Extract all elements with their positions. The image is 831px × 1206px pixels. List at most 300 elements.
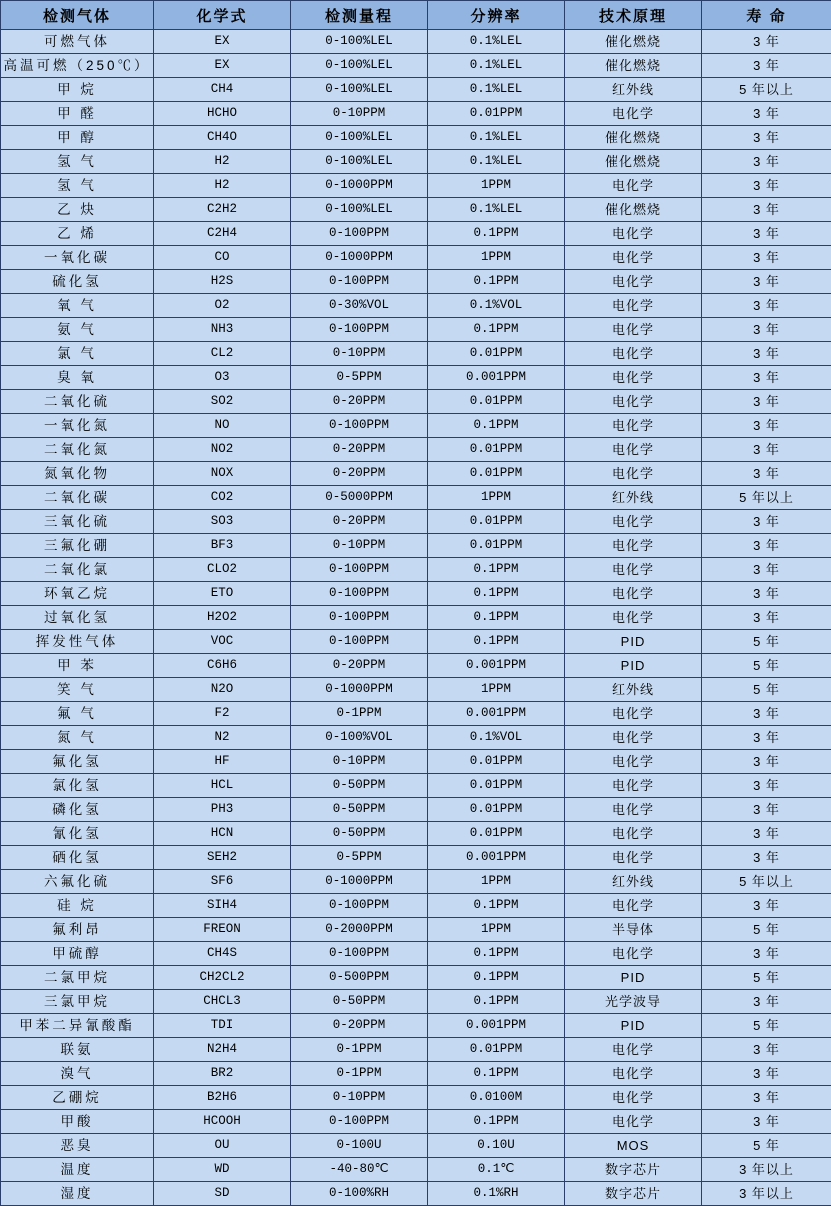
cell-range: 0-1000PPM <box>291 246 428 270</box>
cell-range: 0-20PPM <box>291 654 428 678</box>
cell-formula: SIH4 <box>154 894 291 918</box>
cell-range: 0-5PPM <box>291 846 428 870</box>
cell-gas-name: 硒化氢 <box>1 846 154 870</box>
cell-gas-name: 氯化氢 <box>1 774 154 798</box>
cell-life: 3 年 <box>702 558 831 582</box>
cell-resolution: 0.01PPM <box>428 1038 565 1062</box>
cell-gas-name: 三氯甲烷 <box>1 990 154 1014</box>
table-row <box>1 222 831 246</box>
cell-principle: 数字芯片 <box>565 1158 702 1182</box>
cell-principle: 催化燃烧 <box>565 54 702 78</box>
cell-principle: 电化学 <box>565 846 702 870</box>
cell-gas-name: 湿度 <box>1 1182 154 1206</box>
table-row <box>1 174 831 198</box>
cell-life: 3 年 <box>702 342 831 366</box>
cell-resolution: 0.1PPM <box>428 630 565 654</box>
table-row <box>1 246 831 270</box>
cell-formula: CO <box>154 246 291 270</box>
cell-life: 3 年 <box>702 1038 831 1062</box>
table-row <box>1 678 831 702</box>
cell-life: 5 年 <box>702 966 831 990</box>
cell-gas-name: 恶臭 <box>1 1134 154 1158</box>
cell-principle: PID <box>565 966 702 990</box>
cell-principle: 电化学 <box>565 1110 702 1134</box>
cell-range: 0-100%LEL <box>291 30 428 54</box>
table-row <box>1 54 831 78</box>
cell-resolution: 0.1%LEL <box>428 126 565 150</box>
cell-range: 0-20PPM <box>291 390 428 414</box>
cell-formula: NO2 <box>154 438 291 462</box>
cell-range: 0-1000PPM <box>291 174 428 198</box>
cell-life: 3 年 <box>702 942 831 966</box>
cell-life: 3 年 <box>702 462 831 486</box>
cell-gas-name: 氢 气 <box>1 174 154 198</box>
cell-range: 0-50PPM <box>291 990 428 1014</box>
cell-principle: 电化学 <box>565 822 702 846</box>
cell-resolution: 0.1PPM <box>428 318 565 342</box>
table-header <box>1 1 831 30</box>
cell-formula: EX <box>154 30 291 54</box>
cell-resolution: 0.01PPM <box>428 462 565 486</box>
cell-formula: CLO2 <box>154 558 291 582</box>
cell-life: 3 年 <box>702 774 831 798</box>
cell-resolution: 0.01PPM <box>428 534 565 558</box>
table-row <box>1 966 831 990</box>
table-row <box>1 726 831 750</box>
cell-principle: PID <box>565 1014 702 1038</box>
cell-principle: MOS <box>565 1134 702 1158</box>
table-row <box>1 270 831 294</box>
cell-resolution: 0.1PPM <box>428 558 565 582</box>
cell-principle: PID <box>565 654 702 678</box>
cell-gas-name: 三氟化硼 <box>1 534 154 558</box>
cell-gas-name: 乙 炔 <box>1 198 154 222</box>
cell-resolution: 0.1PPM <box>428 990 565 1014</box>
cell-life: 3 年 <box>702 438 831 462</box>
cell-life: 5 年以上 <box>702 78 831 102</box>
cell-principle: 红外线 <box>565 678 702 702</box>
cell-formula: WD <box>154 1158 291 1182</box>
cell-resolution: 0.1%LEL <box>428 198 565 222</box>
column-header-resolution: 分辨率 <box>428 1 565 30</box>
cell-resolution: 0.1%RH <box>428 1182 565 1206</box>
cell-life: 3 年 <box>702 702 831 726</box>
cell-range: 0-1000PPM <box>291 870 428 894</box>
table-row <box>1 1182 831 1206</box>
cell-gas-name: 一氧化氮 <box>1 414 154 438</box>
cell-life: 5 年 <box>702 678 831 702</box>
cell-range: 0-100PPM <box>291 630 428 654</box>
cell-principle: 电化学 <box>565 582 702 606</box>
cell-range: 0-100%RH <box>291 1182 428 1206</box>
cell-resolution: 1PPM <box>428 870 565 894</box>
cell-resolution: 0.01PPM <box>428 342 565 366</box>
table-header-row <box>1 1 831 30</box>
table-row <box>1 630 831 654</box>
table-row <box>1 942 831 966</box>
cell-resolution: 0.1%LEL <box>428 78 565 102</box>
cell-range: -40-80℃ <box>291 1158 428 1182</box>
table-row <box>1 30 831 54</box>
cell-gas-name: 笑 气 <box>1 678 154 702</box>
cell-resolution: 0.1℃ <box>428 1158 565 1182</box>
table-row <box>1 774 831 798</box>
cell-formula: CO2 <box>154 486 291 510</box>
cell-resolution: 0.01PPM <box>428 750 565 774</box>
cell-range: 0-5PPM <box>291 366 428 390</box>
cell-resolution: 0.0100M <box>428 1086 565 1110</box>
cell-life: 3 年 <box>702 102 831 126</box>
table-row <box>1 150 831 174</box>
cell-principle: 电化学 <box>565 774 702 798</box>
cell-range: 0-20PPM <box>291 462 428 486</box>
cell-life: 3 年以上 <box>702 1182 831 1206</box>
cell-range: 0-10PPM <box>291 1086 428 1110</box>
cell-formula: B2H6 <box>154 1086 291 1110</box>
cell-resolution: 0.1%VOL <box>428 726 565 750</box>
cell-formula: H2S <box>154 270 291 294</box>
cell-principle: 电化学 <box>565 318 702 342</box>
cell-principle: 电化学 <box>565 1086 702 1110</box>
cell-range: 0-30%VOL <box>291 294 428 318</box>
cell-gas-name: 氨 气 <box>1 318 154 342</box>
cell-resolution: 0.1%VOL <box>428 294 565 318</box>
cell-formula: CH2CL2 <box>154 966 291 990</box>
cell-gas-name: 过氧化氢 <box>1 606 154 630</box>
cell-life: 3 年 <box>702 30 831 54</box>
cell-resolution: 0.1%LEL <box>428 30 565 54</box>
cell-gas-name: 三氧化硫 <box>1 510 154 534</box>
cell-resolution: 0.1PPM <box>428 270 565 294</box>
table-row <box>1 1134 831 1158</box>
table-body <box>1 30 831 1206</box>
cell-gas-name: 甲硫醇 <box>1 942 154 966</box>
cell-formula: CH4O <box>154 126 291 150</box>
cell-range: 0-1PPM <box>291 702 428 726</box>
cell-principle: 电化学 <box>565 174 702 198</box>
cell-resolution: 0.1PPM <box>428 942 565 966</box>
table-row <box>1 870 831 894</box>
cell-gas-name: 联氨 <box>1 1038 154 1062</box>
cell-principle: 电化学 <box>565 366 702 390</box>
cell-principle: 电化学 <box>565 270 702 294</box>
cell-resolution: 0.01PPM <box>428 390 565 414</box>
cell-life: 3 年 <box>702 726 831 750</box>
cell-life: 3 年 <box>702 198 831 222</box>
column-header-gas: 检测气体 <box>1 1 154 30</box>
cell-range: 0-100%LEL <box>291 54 428 78</box>
cell-formula: H2 <box>154 150 291 174</box>
cell-range: 0-100PPM <box>291 318 428 342</box>
cell-gas-name: 二氧化氯 <box>1 558 154 582</box>
cell-resolution: 1PPM <box>428 918 565 942</box>
cell-resolution: 0.01PPM <box>428 798 565 822</box>
cell-formula: N2 <box>154 726 291 750</box>
cell-resolution: 1PPM <box>428 678 565 702</box>
cell-life: 3 年 <box>702 174 831 198</box>
cell-principle: 电化学 <box>565 726 702 750</box>
table-row <box>1 798 831 822</box>
cell-range: 0-100PPM <box>291 1110 428 1134</box>
cell-principle: 红外线 <box>565 78 702 102</box>
cell-range: 0-100PPM <box>291 222 428 246</box>
cell-resolution: 1PPM <box>428 246 565 270</box>
cell-gas-name: 二氧化氮 <box>1 438 154 462</box>
cell-range: 0-100%VOL <box>291 726 428 750</box>
cell-principle: 催化燃烧 <box>565 126 702 150</box>
table-row <box>1 414 831 438</box>
cell-resolution: 0.001PPM <box>428 846 565 870</box>
cell-resolution: 0.1PPM <box>428 414 565 438</box>
cell-formula: HCOOH <box>154 1110 291 1134</box>
cell-life: 3 年 <box>702 270 831 294</box>
cell-principle: 电化学 <box>565 702 702 726</box>
cell-gas-name: 甲苯二异氰酸酯 <box>1 1014 154 1038</box>
cell-gas-name: 溴气 <box>1 1062 154 1086</box>
table-row <box>1 510 831 534</box>
cell-resolution: 0.01PPM <box>428 510 565 534</box>
cell-range: 0-500PPM <box>291 966 428 990</box>
cell-gas-name: 甲 苯 <box>1 654 154 678</box>
table-row <box>1 1086 831 1110</box>
cell-formula: NOX <box>154 462 291 486</box>
cell-formula: NH3 <box>154 318 291 342</box>
table-row <box>1 1062 831 1086</box>
cell-gas-name: 甲 烷 <box>1 78 154 102</box>
table-row <box>1 990 831 1014</box>
table-row <box>1 1014 831 1038</box>
cell-principle: 电化学 <box>565 894 702 918</box>
cell-formula: TDI <box>154 1014 291 1038</box>
cell-life: 3 年以上 <box>702 1158 831 1182</box>
cell-formula: FREON <box>154 918 291 942</box>
cell-life: 3 年 <box>702 1110 831 1134</box>
cell-life: 3 年 <box>702 894 831 918</box>
table-row <box>1 822 831 846</box>
cell-formula: SO3 <box>154 510 291 534</box>
cell-gas-name: 氮氧化物 <box>1 462 154 486</box>
cell-principle: 电化学 <box>565 942 702 966</box>
cell-life: 3 年 <box>702 390 831 414</box>
table-row <box>1 342 831 366</box>
cell-gas-name: 可燃气体 <box>1 30 154 54</box>
cell-life: 5 年以上 <box>702 870 831 894</box>
cell-gas-name: 臭 氧 <box>1 366 154 390</box>
cell-formula: HF <box>154 750 291 774</box>
cell-formula: N2O <box>154 678 291 702</box>
cell-resolution: 1PPM <box>428 486 565 510</box>
cell-principle: 电化学 <box>565 510 702 534</box>
cell-life: 3 年 <box>702 150 831 174</box>
cell-range: 0-10PPM <box>291 750 428 774</box>
cell-resolution: 0.1PPM <box>428 582 565 606</box>
cell-life: 5 年 <box>702 1134 831 1158</box>
cell-gas-name: 六氟化硫 <box>1 870 154 894</box>
cell-principle: 电化学 <box>565 342 702 366</box>
cell-life: 5 年以上 <box>702 486 831 510</box>
cell-principle: 电化学 <box>565 798 702 822</box>
cell-resolution: 0.1PPM <box>428 222 565 246</box>
cell-life: 3 年 <box>702 750 831 774</box>
cell-formula: NO <box>154 414 291 438</box>
cell-resolution: 0.001PPM <box>428 1014 565 1038</box>
cell-range: 0-20PPM <box>291 438 428 462</box>
cell-formula: CH4 <box>154 78 291 102</box>
cell-formula: BR2 <box>154 1062 291 1086</box>
cell-life: 3 年 <box>702 582 831 606</box>
cell-resolution: 0.1PPM <box>428 894 565 918</box>
cell-life: 5 年 <box>702 1014 831 1038</box>
cell-principle: 电化学 <box>565 390 702 414</box>
table-row <box>1 750 831 774</box>
cell-range: 0-20PPM <box>291 510 428 534</box>
cell-gas-name: 乙硼烷 <box>1 1086 154 1110</box>
table-row <box>1 102 831 126</box>
table-row <box>1 126 831 150</box>
cell-gas-name: 硫化氢 <box>1 270 154 294</box>
cell-gas-name: 氟利昂 <box>1 918 154 942</box>
cell-range: 0-100%LEL <box>291 150 428 174</box>
cell-gas-name: 挥发性气体 <box>1 630 154 654</box>
table-row <box>1 390 831 414</box>
cell-life: 3 年 <box>702 606 831 630</box>
cell-life: 3 年 <box>702 126 831 150</box>
cell-range: 0-5000PPM <box>291 486 428 510</box>
table-row <box>1 1110 831 1134</box>
cell-life: 3 年 <box>702 222 831 246</box>
cell-range: 0-20PPM <box>291 1014 428 1038</box>
cell-formula: O3 <box>154 366 291 390</box>
cell-formula: PH3 <box>154 798 291 822</box>
cell-range: 0-10PPM <box>291 342 428 366</box>
table-row <box>1 294 831 318</box>
cell-formula: VOC <box>154 630 291 654</box>
cell-resolution: 0.01PPM <box>428 438 565 462</box>
cell-gas-name: 温度 <box>1 1158 154 1182</box>
cell-life: 3 年 <box>702 294 831 318</box>
cell-range: 0-100PPM <box>291 270 428 294</box>
cell-formula: N2H4 <box>154 1038 291 1062</box>
cell-principle: 电化学 <box>565 222 702 246</box>
table-row <box>1 534 831 558</box>
cell-resolution: 0.001PPM <box>428 654 565 678</box>
cell-principle: 催化燃烧 <box>565 30 702 54</box>
cell-life: 3 年 <box>702 798 831 822</box>
cell-formula: HCHO <box>154 102 291 126</box>
cell-range: 0-100%LEL <box>291 198 428 222</box>
cell-principle: 半导体 <box>565 918 702 942</box>
cell-life: 3 年 <box>702 846 831 870</box>
cell-range: 0-2000PPM <box>291 918 428 942</box>
cell-formula: C6H6 <box>154 654 291 678</box>
cell-gas-name: 二氧化碳 <box>1 486 154 510</box>
cell-resolution: 1PPM <box>428 174 565 198</box>
cell-gas-name: 二氯甲烷 <box>1 966 154 990</box>
cell-gas-name: 乙 烯 <box>1 222 154 246</box>
cell-principle: 电化学 <box>565 246 702 270</box>
cell-formula: CH4S <box>154 942 291 966</box>
cell-formula: CHCL3 <box>154 990 291 1014</box>
cell-range: 0-100U <box>291 1134 428 1158</box>
cell-principle: 电化学 <box>565 558 702 582</box>
cell-gas-name: 氟化氢 <box>1 750 154 774</box>
cell-formula: F2 <box>154 702 291 726</box>
cell-gas-name: 一氧化碳 <box>1 246 154 270</box>
cell-principle: 红外线 <box>565 486 702 510</box>
cell-life: 3 年 <box>702 246 831 270</box>
cell-resolution: 0.1%LEL <box>428 150 565 174</box>
cell-gas-name: 氟 气 <box>1 702 154 726</box>
cell-gas-name: 高温可燃（250℃） <box>1 54 154 78</box>
cell-life: 3 年 <box>702 414 831 438</box>
table-row <box>1 486 831 510</box>
table-row <box>1 558 831 582</box>
cell-resolution: 0.1%LEL <box>428 54 565 78</box>
cell-principle: PID <box>565 630 702 654</box>
column-header-principle: 技术原理 <box>565 1 702 30</box>
cell-formula: EX <box>154 54 291 78</box>
table-row <box>1 366 831 390</box>
table-row <box>1 702 831 726</box>
cell-resolution: 0.001PPM <box>428 702 565 726</box>
cell-range: 0-10PPM <box>291 102 428 126</box>
cell-life: 3 年 <box>702 534 831 558</box>
cell-formula: SD <box>154 1182 291 1206</box>
cell-principle: 电化学 <box>565 102 702 126</box>
cell-formula: C2H4 <box>154 222 291 246</box>
table-row <box>1 438 831 462</box>
cell-formula: ETO <box>154 582 291 606</box>
cell-gas-name: 氰化氢 <box>1 822 154 846</box>
cell-formula: OU <box>154 1134 291 1158</box>
table-row <box>1 846 831 870</box>
table-row <box>1 654 831 678</box>
cell-formula: SEH2 <box>154 846 291 870</box>
cell-principle: 电化学 <box>565 462 702 486</box>
table-row <box>1 78 831 102</box>
cell-principle: 数字芯片 <box>565 1182 702 1206</box>
cell-range: 0-100PPM <box>291 414 428 438</box>
cell-formula: O2 <box>154 294 291 318</box>
cell-gas-name: 氧 气 <box>1 294 154 318</box>
cell-gas-name: 甲酸 <box>1 1110 154 1134</box>
cell-gas-name: 甲 醇 <box>1 126 154 150</box>
cell-range: 0-100PPM <box>291 558 428 582</box>
table-row <box>1 462 831 486</box>
cell-life: 3 年 <box>702 1086 831 1110</box>
table-row <box>1 606 831 630</box>
cell-range: 0-10PPM <box>291 534 428 558</box>
table-row <box>1 582 831 606</box>
cell-life: 3 年 <box>702 510 831 534</box>
cell-life: 5 年 <box>702 654 831 678</box>
cell-formula: SF6 <box>154 870 291 894</box>
cell-range: 0-100PPM <box>291 894 428 918</box>
cell-resolution: 0.1PPM <box>428 1062 565 1086</box>
table-row <box>1 1038 831 1062</box>
cell-principle: 电化学 <box>565 294 702 318</box>
cell-gas-name: 甲 醛 <box>1 102 154 126</box>
cell-gas-name: 环氧乙烷 <box>1 582 154 606</box>
cell-formula: CL2 <box>154 342 291 366</box>
cell-principle: 电化学 <box>565 606 702 630</box>
table-row <box>1 198 831 222</box>
cell-principle: 电化学 <box>565 438 702 462</box>
table-row <box>1 918 831 942</box>
cell-formula: BF3 <box>154 534 291 558</box>
column-header-range: 检测量程 <box>291 1 428 30</box>
cell-range: 0-1000PPM <box>291 678 428 702</box>
